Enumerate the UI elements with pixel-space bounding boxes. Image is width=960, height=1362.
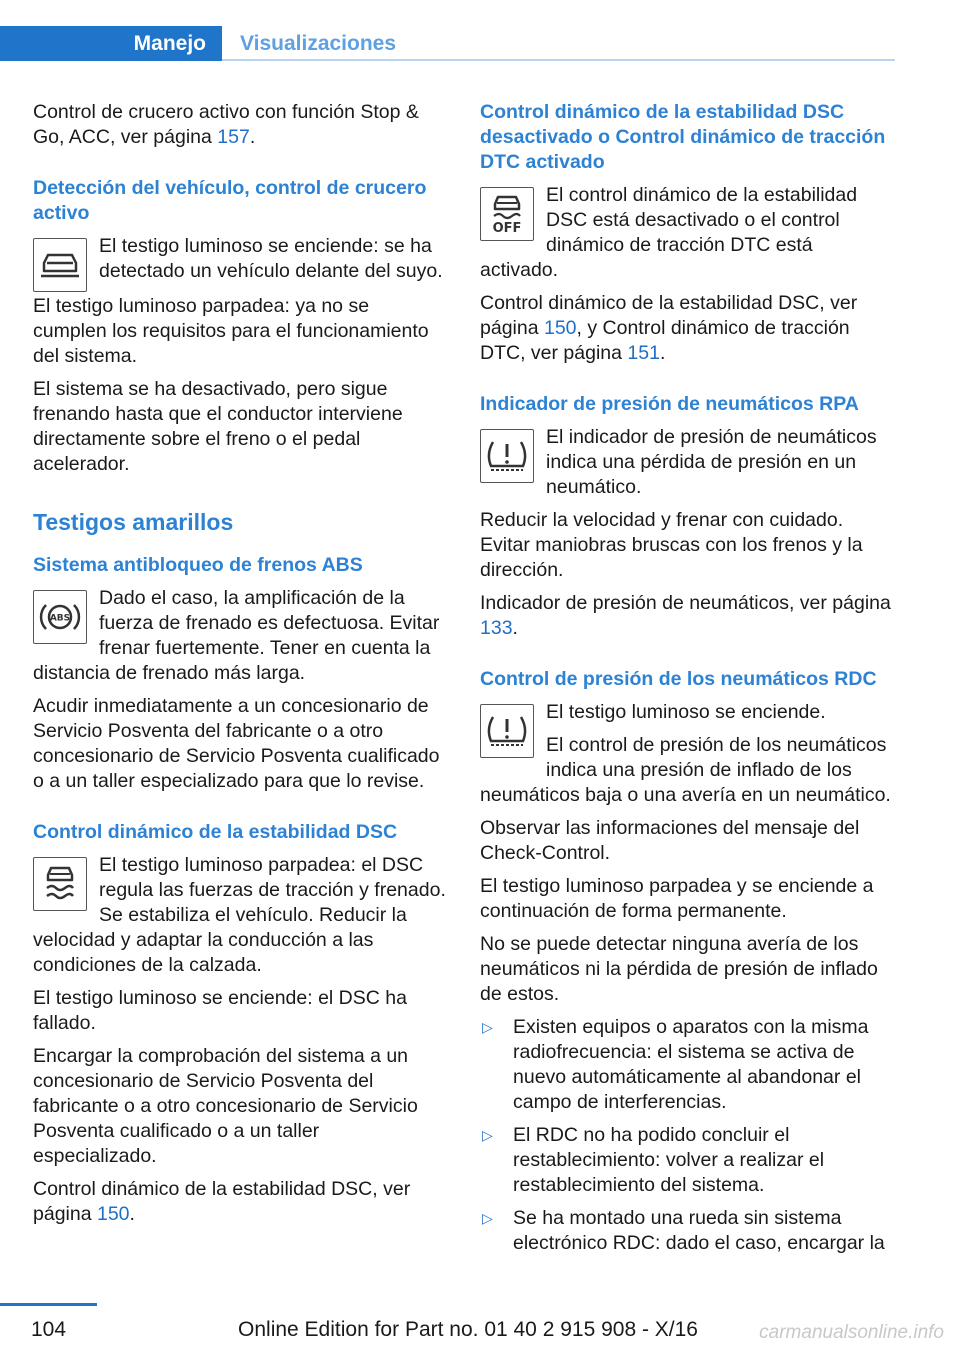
tab-manejo-label: Manejo	[133, 31, 206, 55]
dsc-reference	[33, 1177, 448, 1227]
heading-rpa: Indicador de presión de neumáticos RPA	[480, 393, 859, 415]
rpa-paragraph	[480, 425, 895, 500]
dsc-check-text: Encargar la comprobación del sistema a un concesionario de Servicio Posventa del fabricante o a otro concesionario de Servicio Posventa cualificado o a un taller especializado.	[33, 1045, 418, 1167]
heading-dsc: Control dinámico de la estabilidad DSC	[33, 821, 398, 843]
dsc-off-ref-text-a: Control dinámico de la estabilidad DSC, ver página	[480, 292, 858, 339]
rdc-check-control-text: Observar las informaciones del mensaje del Check-Control.	[480, 817, 860, 864]
dsc-off-page-link-2[interactable]: 151	[627, 342, 660, 364]
dsc-off-icon	[480, 187, 534, 241]
list-item-text: El RDC no ha podido concluir el restablecimiento: volver a realizar el restablecimiento del sistema.	[513, 1124, 825, 1196]
rpa-reference	[480, 591, 895, 641]
tire-pressure-warning-icon	[480, 429, 534, 483]
acc-text: Control de crucero activo con función Stop & Go, ACC, ver página	[33, 101, 419, 148]
svg-text:OFF: OFF	[492, 221, 522, 235]
dsc-off-reference	[480, 291, 895, 366]
dsc-page-link[interactable]: 150	[96, 1203, 130, 1225]
left-column	[33, 100, 448, 1235]
tab-visualizaciones[interactable]	[240, 26, 396, 61]
list-item-text: Se ha montado una rueda sin sistema electrónico RDC: dado el caso, encargar la	[513, 1207, 885, 1254]
list-item-text: Existen equipos o aparatos con la misma radiofrecuencia: el sistema se activa de nuevo automáticamente al abandonar el campo de interferencias.	[513, 1016, 869, 1113]
list-item	[480, 1123, 895, 1198]
acc-paragraph: Control de crucero activo con función Stop & Go, ACC, ver página 157.	[33, 101, 419, 148]
rpa-text: El indicador de presión de neumáticos indica una pérdida de presión en un neumático.	[546, 426, 877, 498]
tab-manejo[interactable]	[0, 26, 222, 61]
dsc-off-ref-text-b: , y Control dinámico de tracción DTC, ver página	[480, 317, 850, 364]
rdc-text-2: El control de presión de los neumáticos indica una presión de inflado de los neumáticos baja o una avería en un neumático.	[480, 734, 891, 806]
rdc-no-detect-text: No se puede detectar ninguna avería de los neumáticos ni la pérdida de presión de inflado de estos.	[480, 933, 878, 1005]
abs-icon	[33, 590, 87, 644]
page-number: 104	[30, 1318, 67, 1341]
bullet-triangle-icon: ▷	[482, 1210, 493, 1226]
rdc-blink-text: El testigo luminoso parpadea y se enciende a continuación de forma permanente.	[480, 875, 874, 922]
heading-testigos-amarillos: Testigos amarillos	[33, 509, 234, 535]
dsc-off-paragraph	[480, 183, 895, 283]
dsc-reference-text: Control dinámico de la estabilidad DSC, ver página	[33, 1178, 411, 1225]
header	[0, 26, 895, 61]
footer-rule	[0, 1303, 97, 1306]
dsc-off-ref-end: .	[659, 342, 666, 364]
rpa-page-link[interactable]: 133	[480, 617, 513, 639]
rdc-text-1: El testigo luminoso se enciende.	[546, 701, 826, 723]
rpa-drive-text: Reducir la velocidad y frenar con cuidado. Evitar maniobras bruscas con los frenos y la dirección.	[480, 509, 863, 581]
dsc-text: El testigo luminoso parpadea: el DSC regula las fuerzas de tracción y frenado. Se estabiliza el vehículo. Reducir la velocidad y adaptar la conducción a las condiciones de la calzada.	[33, 854, 446, 976]
rpa-reference-text: Indicador de presión de neumáticos, ver página	[480, 592, 891, 614]
vehicle-deactivated-text: El sistema se ha desactivado, pero sigue frenando hasta que el conductor interviene directamente sobre el freno o el pedal acelerador.	[33, 378, 403, 475]
dsc-failed-text: El testigo luminoso se enciende: el DSC ha fallado.	[33, 987, 407, 1034]
heading-dsc-off: Control dinámico de la estabilidad DSC desactivado o Control dinámico de tracción DTC activado	[480, 101, 886, 173]
dsc-paragraph	[33, 853, 448, 978]
rpa-reference-end: .	[512, 617, 518, 639]
list-item	[480, 1206, 895, 1256]
rdc-paragraph	[480, 700, 895, 808]
list-item	[480, 1015, 895, 1115]
edition-text: Online Edition for Part no. 01 40 2 915 908 - X/16	[238, 1318, 698, 1341]
dsc-off-page-link-1[interactable]: 150	[543, 317, 577, 339]
abs-paragraph	[33, 586, 448, 686]
bullet-triangle-icon: ▷	[482, 1127, 493, 1143]
acc-page-link[interactable]: 157	[217, 126, 250, 148]
dsc-off-text: El control dinámico de la estabilidad DSC está desactivado o el control dinámico de tracción DTC está activado.	[480, 184, 858, 281]
vehicle-blink-text: El testigo luminoso parpadea: ya no se cumplen los requisitos para el funcionamiento del sistema.	[33, 295, 429, 367]
dsc-reference-end: .	[129, 1203, 135, 1225]
vehicle-text: El testigo luminoso se enciende: se ha detectado un vehículo delante del suyo.	[99, 235, 443, 282]
vehicle-paragraph	[33, 234, 448, 284]
svg-text:ABS: ABS	[49, 613, 71, 624]
watermark: carmanualsonline.info	[759, 1322, 944, 1343]
vehicle-ahead-icon	[33, 238, 87, 292]
rdc-causes-list	[480, 1015, 895, 1256]
bullet-triangle-icon: ▷	[482, 1019, 493, 1035]
heading-abs: Sistema antibloqueo de frenos ABS	[33, 554, 363, 576]
tire-pressure-control-icon	[480, 704, 534, 758]
heading-vehicle-detection: Detección del vehículo, control de crucero activo	[33, 177, 427, 224]
heading-rdc: Control de presión de los neumáticos RDC	[480, 668, 877, 690]
abs-text: Dado el caso, la amplificación de la fuerza de frenado es defectuosa. Evitar frenar fuertemente. Tener en cuenta la distancia de frenado más larga.	[33, 587, 440, 684]
right-column	[480, 100, 895, 1264]
abs-service-text: Acudir inmediatamente a un concesionario de Servicio Posventa del fabricante o a otro concesionario de Servicio Posventa cualificado o a un taller especializado para que lo revise.	[33, 695, 440, 792]
tab-visualizaciones-label: Visualizaciones	[240, 31, 397, 55]
header-rule	[222, 59, 895, 61]
dsc-icon	[33, 857, 87, 911]
